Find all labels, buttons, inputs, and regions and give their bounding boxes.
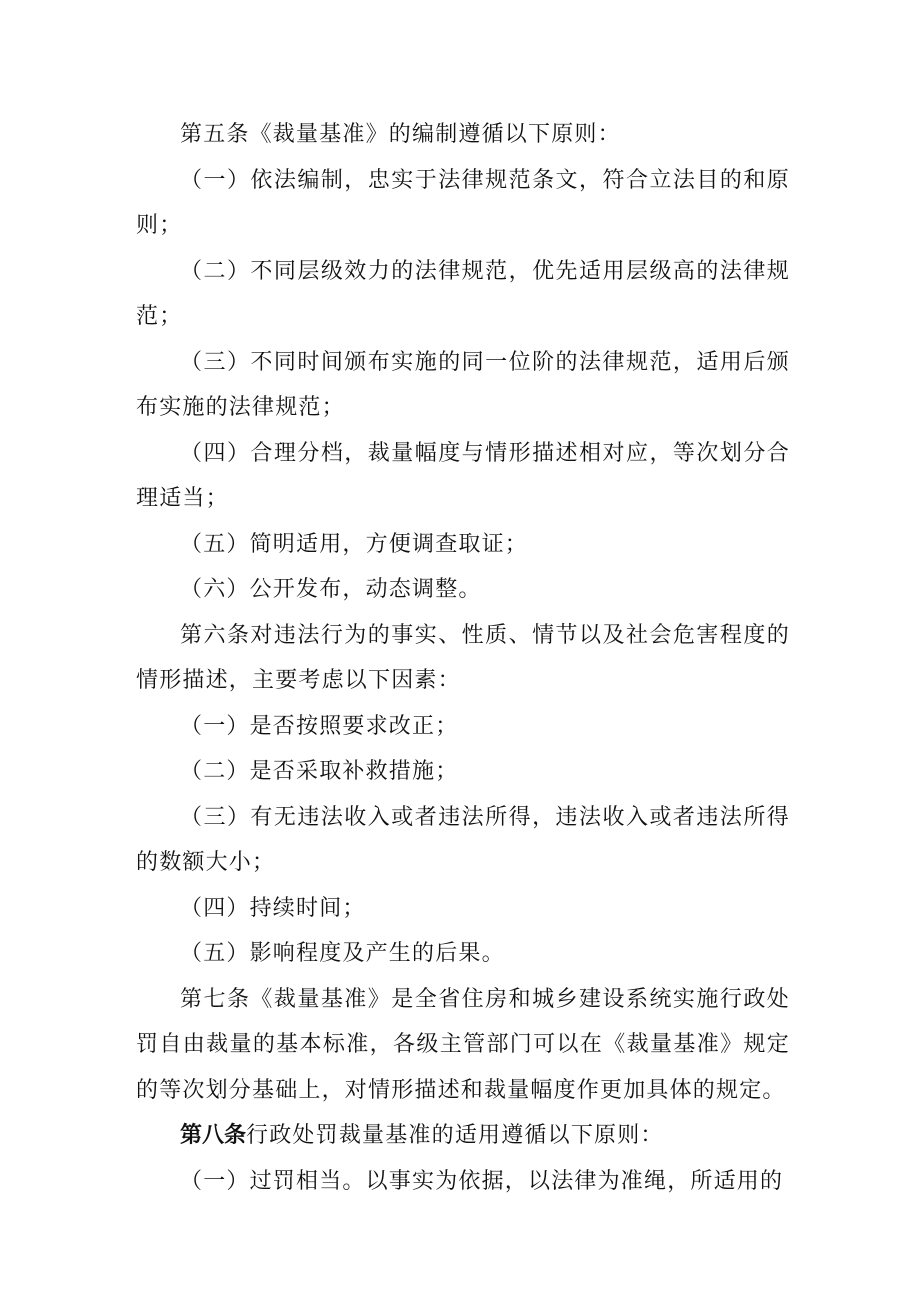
article-6-item-4: （四）持续时间； (180, 895, 366, 921)
article-7-paragraph: 第七条《裁量基准》是全省住房和城乡建设系统实施行政处罚自由裁量的基本标准，各级主管部门可以在《裁量基准》规定的等次划分基础上，对情形描述和裁量幅度作更加具体的规定。 (136, 986, 790, 1103)
article-5-item-2: （二）不同层级效力的法律规范，优先适用层级高的法律规范； (136, 258, 790, 329)
document-body (136, 112, 790, 1204)
article-5-item-6: （六）公开发布，动态调整。 (180, 577, 482, 602)
article-8-heading (136, 1113, 790, 1159)
article-8-item-1: （一）过罚相当。以事实为依据，以法律为准绳，所适用的 (180, 1168, 784, 1194)
article-6-item-3: （三）有无违法收入或者违法所得，违法收入或者违法所得的数额大小； (136, 804, 790, 875)
article-5-item-4: （四）合理分档，裁量幅度与情形描述相对应，等次划分合理适当； (136, 440, 790, 511)
article-5-item-3: （三）不同时间颁布实施的同一位阶的法律规范，适用后颁布实施的法律规范； (136, 349, 790, 420)
article-8-label: 第八条 (180, 1123, 247, 1148)
article-5-heading: 第五条《裁量基准》的编制遵循以下原则： (180, 122, 621, 147)
article-5-item-5: （五）简明适用，方便调查取证； (180, 531, 529, 557)
article-6-item-1: （一）是否按照要求改正； (180, 713, 459, 739)
article-6-heading: 第六条对违法行为的事实、性质、情节以及社会危害程度的情形描述，主要考虑以下因素： (136, 622, 790, 693)
article-5-item-1: （一）依法编制，忠实于法律规范条文，符合立法目的和原则； (136, 167, 790, 238)
article-6-item-5: （五）影响程度及产生的后果。 (180, 941, 505, 966)
article-8-text: 行政处罚裁量基准的适用遵循以下原则： (246, 1123, 664, 1148)
article-6-item-2: （二）是否采取补救措施； (180, 759, 459, 784)
